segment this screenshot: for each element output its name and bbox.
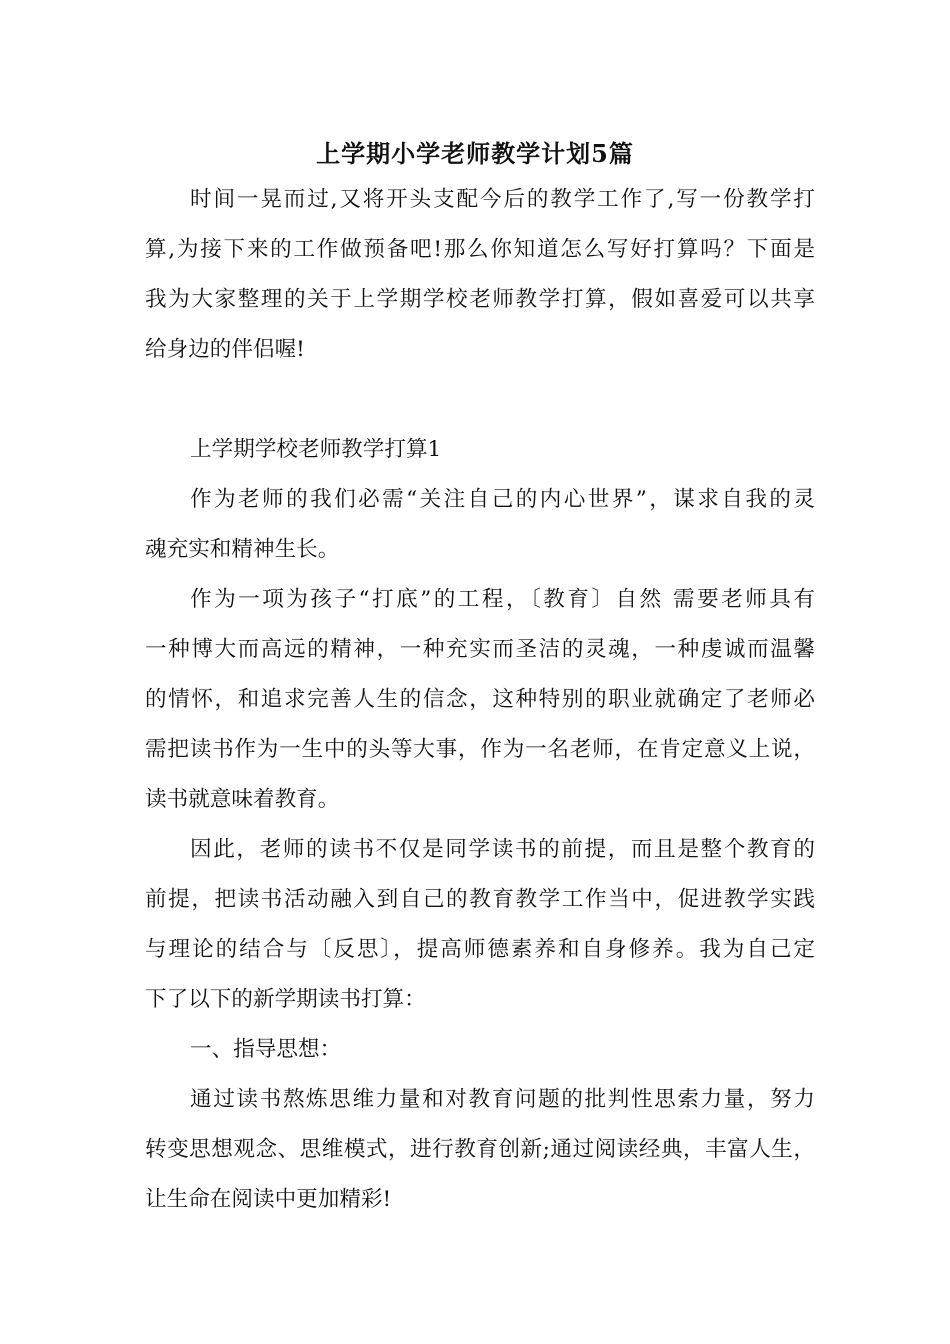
paragraph-line: 让生命在阅读中更加精彩! (145, 1187, 392, 1212)
section-heading: 上学期学校老师教学打算1 (190, 437, 442, 462)
paragraph-line: 下了以下的新学期读书打算： (145, 987, 426, 1012)
paragraph-line: 作为老师的我们必需“关注自己的内心世界”，谋求自我的灵 (190, 487, 815, 512)
paragraph-line: 通过读书熬炼思维力量和对教育问题的批判性思索力量，努力 (190, 1087, 815, 1112)
paragraph-line: 我为大家整理的关于上学期学校老师教学打算，假如喜爱可以共享 (145, 287, 815, 312)
paragraph-line: 作为一项为孩子“打底”的工程，〔教育〕自然 需要老师具有 (190, 587, 815, 612)
document-title: 上学期小学老师教学计划5篇 (316, 139, 634, 168)
paragraph-line: 与理论的结合与〔反思〕，提高师德素养和自身修养。我为自己定 (145, 937, 815, 962)
paragraph-line: 算,为接下来的工作做预备吧!那么你知道怎么写好打算吗？下面是 (145, 237, 815, 262)
paragraph-line: 时间一晃而过,又将开头支配今后的教学工作了,写一份教学打 (190, 187, 815, 212)
paragraph-line: 的情怀，和追求完善人生的信念，这种特别的职业就确定了老师必 (145, 687, 815, 712)
paragraph-line: 读书就意味着教育。 (145, 787, 340, 812)
paragraph-line: 给身边的伴侣喔! (145, 337, 305, 362)
paragraph-line: 因此，老师的读书不仅是同学读书的前提，而且是整个教育的 (190, 837, 815, 862)
paragraph-line: 魂充实和精神生长。 (145, 537, 340, 562)
paragraph-line: 需把读书作为一生中的头等大事，作为一名老师，在肯定意义上说， (145, 737, 815, 762)
paragraph-line: 一种博大而高远的精神，一种充实而圣洁的灵魂，一种虔诚而温馨 (145, 637, 815, 662)
paragraph-line: 前提，把读书活动融入到自己的教育教学工作当中，促进教学实践 (145, 887, 815, 912)
subsection-heading: 一、指导思想： (190, 1037, 342, 1062)
paragraph-line: 转变思想观念、思维模式，进行教育创新;通过阅读经典，丰富人生， (145, 1137, 815, 1162)
